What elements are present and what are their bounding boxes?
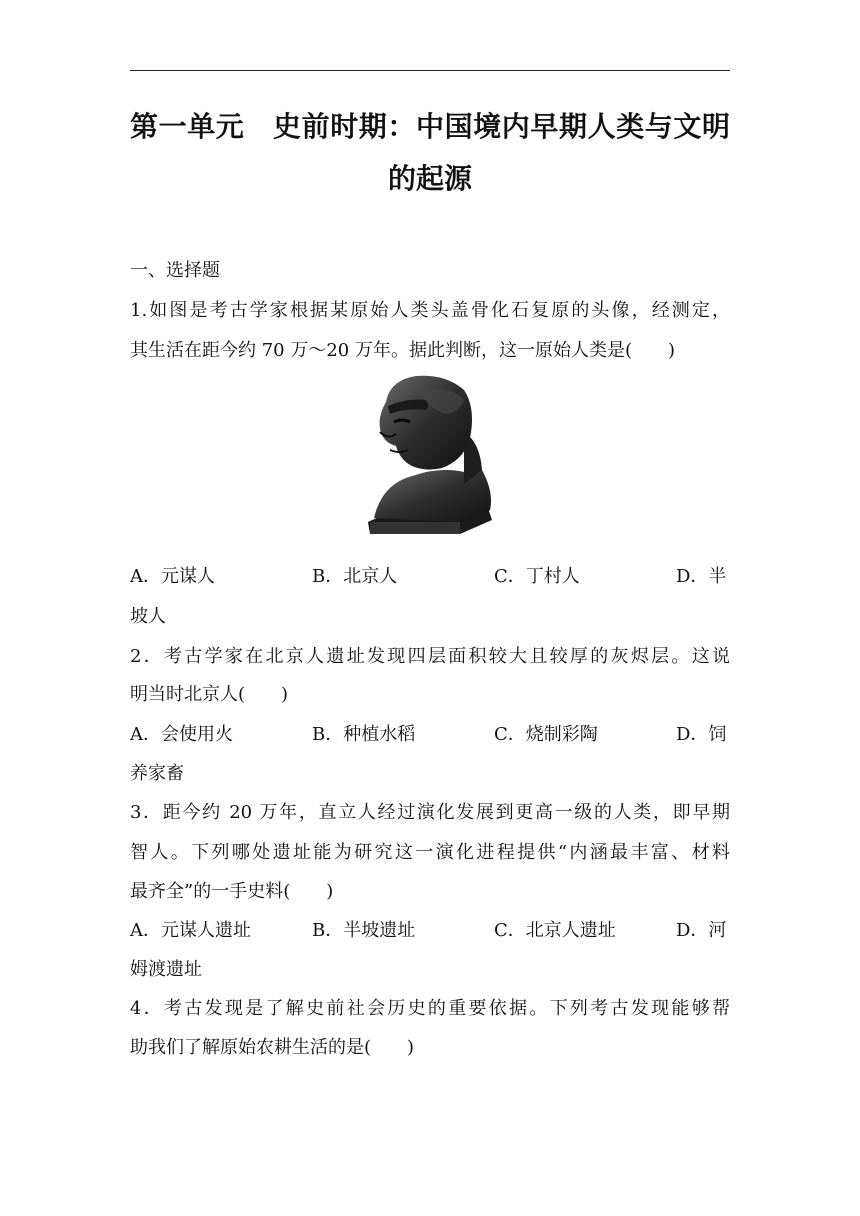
section-heading: 一、选择题: [130, 260, 220, 281]
question-1-option-d-continued: 坡人: [130, 606, 166, 627]
question-1-option-c: C．丁村人: [494, 566, 580, 587]
question-2-option-b: B．种植水稻: [312, 724, 416, 745]
question-2-line-1: 2．考古学家在北京人遗址发现四层面积较大且较厚的灰烬层。这说: [130, 646, 730, 667]
question-2-option-a: A．会使用火: [130, 724, 233, 745]
skull-reconstruction-bust-image: [360, 372, 498, 534]
question-2-line-2: 明当时北京人( ): [130, 684, 289, 705]
question-3-option-d-continued: 姆渡遗址: [130, 959, 202, 980]
question-1-option-a: A．元谋人: [130, 566, 215, 587]
header-rule: [130, 70, 730, 71]
question-3-option-c: C．北京人遗址: [494, 920, 616, 941]
question-4-line-1: 4．考古发现是了解史前社会历史的重要依据。下列考古发现能够帮: [130, 998, 730, 1019]
question-3-line-2: 智人。下列哪处遗址能为研究这一演化进程提供“内涵最丰富、材料: [130, 842, 730, 863]
question-3-option-b: B．半坡遗址: [312, 920, 416, 941]
question-1-line-2: 其生活在距今约 70 万～20 万年。据此判断，这一原始人类是( ): [130, 340, 676, 361]
page-title: 第一单元 史前时期：中国境内早期人类与文明: [130, 110, 730, 143]
question-2-option-d: D．饲: [676, 724, 727, 745]
question-3-line-1: 3．距今约 20 万年，直立人经过演化发展到更高一级的人类，即早期: [130, 802, 730, 823]
question-1-option-d: D．半: [676, 566, 727, 587]
question-1-line-1: 1.如图是考古学家根据某原始人类头盖骨化石复原的头像，经测定，: [130, 300, 730, 321]
question-3-line-3: 最齐全”的一手史料( ): [130, 881, 334, 902]
question-4-line-2: 助我们了解原始农耕生活的是( ): [130, 1037, 415, 1058]
question-1-option-b: B．北京人: [312, 566, 398, 587]
question-3-option-d: D．河: [676, 920, 727, 941]
question-2-option-c: C．烧制彩陶: [494, 724, 598, 745]
question-3-option-a: A．元谋人遗址: [130, 920, 251, 941]
question-2-option-d-continued: 养家畜: [130, 763, 184, 784]
page-title-continued: 的起源: [387, 162, 472, 195]
